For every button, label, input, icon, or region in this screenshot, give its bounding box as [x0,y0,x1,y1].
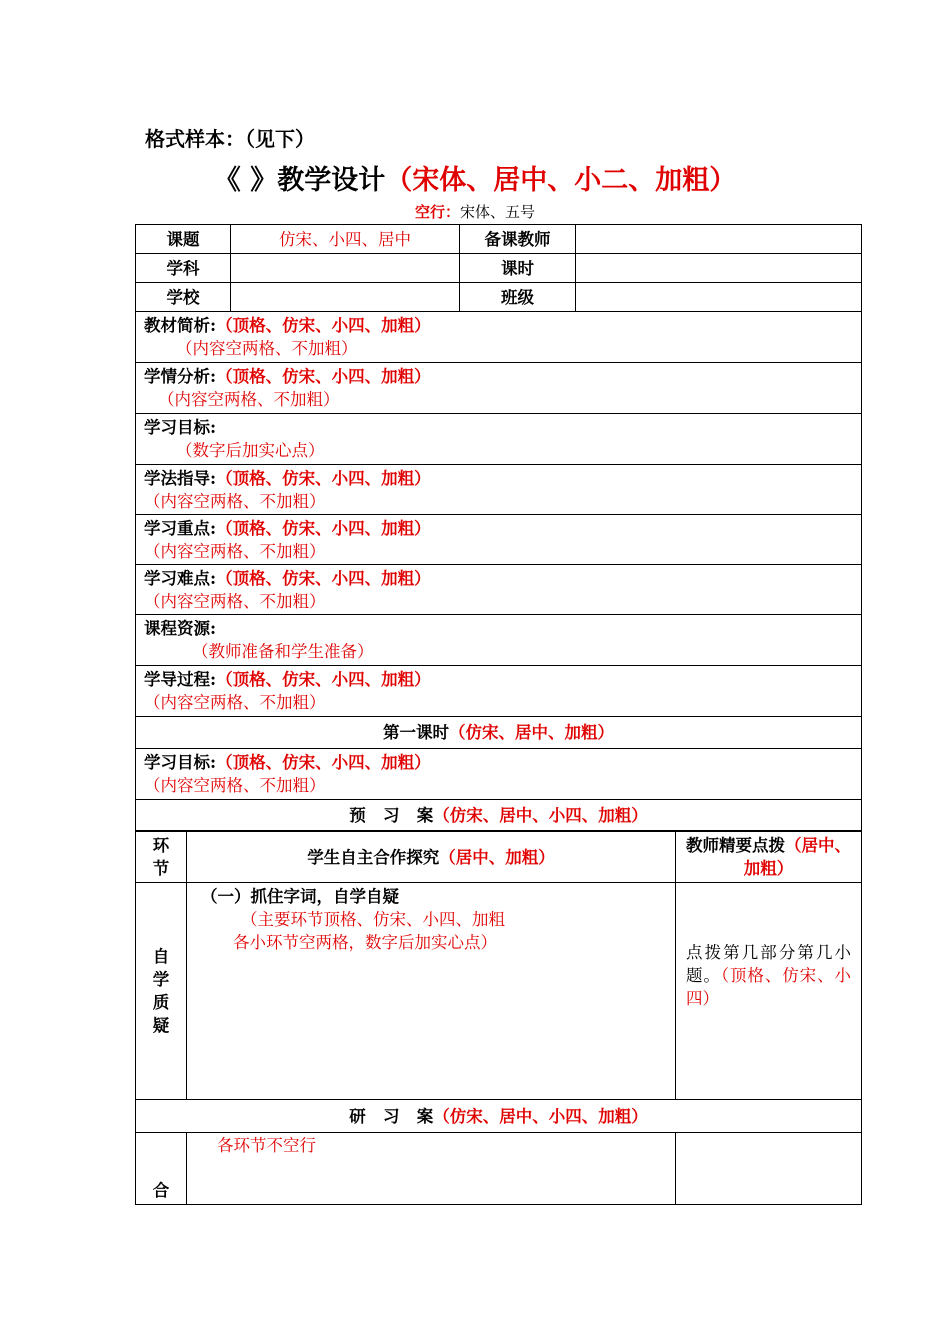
section-format: （顶格、仿宋、小四、加粗） [216,367,431,386]
teacher-tip-text: 点拨第几部分第几小题。 [686,942,851,985]
section-content: （教师准备和学生准备） [192,642,374,661]
stage-column-header: 环节 [136,832,187,883]
sample-label: 格式样本：（见下） [145,127,315,151]
teacher-label: 备课教师 [460,225,576,254]
period-goal-format: （顶格、仿宋、小四、加粗） [216,753,431,772]
period-goal-label: 学习目标: [144,753,217,772]
first-period-format: （仿宋、居中、加粗） [449,723,614,742]
research-heading [136,1100,862,1133]
activity-table [135,831,862,1205]
section-3[interactable] [136,465,862,515]
section-label: 学情分析: [144,367,217,386]
self-study-content[interactable] [187,883,676,1100]
research-format: （仿宋、居中、小四、加粗） [433,1106,648,1126]
self-study-stage: 自学质疑 [136,883,187,1100]
topic-label: 课题 [136,225,231,254]
section-7[interactable] [136,666,862,717]
cooperate-teacher[interactable] [676,1133,862,1205]
period-goal[interactable] [136,749,862,800]
teacher-header-label: 教师精要点拨 [686,836,785,855]
cooperate-content[interactable]: 各环节不空行 [187,1133,676,1205]
section-6[interactable] [136,615,862,666]
subject-label: 学科 [136,254,231,283]
title-format-note: （宋体、居中、小二、加粗） [385,165,737,196]
section-5[interactable] [136,565,862,615]
period-goal-content: （内容空两格、不加粗） [144,776,326,795]
section-4[interactable] [136,515,862,565]
blank-line-value: 宋体、五号 [460,203,536,221]
section-content: （内容空两格、不加粗） [176,339,358,358]
teacher-value[interactable] [576,225,862,254]
preview-format: （仿宋、居中、小四、加粗） [433,805,648,825]
step-title: （一）抓住字词，自学自疑 [201,887,399,906]
section-1[interactable] [136,363,862,414]
school-label: 学校 [136,283,231,312]
first-period-label: 第一课时 [383,723,449,742]
teacher-tip-format: （顶格、仿宋、小四） [686,965,852,1008]
blank-line-label: 空行： [414,203,460,221]
section-2[interactable] [136,414,862,465]
class-value[interactable] [576,283,862,312]
lesson-plan-table [135,224,862,831]
title-main: 《 》教学设计 [213,165,386,196]
section-label: 课程资源: [144,619,217,638]
section-content: （内容空两格、不加粗） [144,591,326,611]
section-0[interactable] [136,312,862,363]
section-label: 学习重点: [144,518,217,538]
research-label: 研 习 案 [349,1106,434,1126]
student-header-label: 学生自主合作探究 [307,847,440,867]
student-header-format: （居中、加粗） [439,847,555,867]
subject-value[interactable] [231,254,460,283]
section-content: （内容空两格、不加粗） [144,693,326,712]
first-period-heading [136,717,862,749]
section-format: （顶格、仿宋、小四、加粗） [216,468,431,488]
section-format: （顶格、仿宋、小四、加粗） [216,518,431,538]
hours-label: 课时 [460,254,576,283]
section-format: （顶格、仿宋、小四、加粗） [216,568,431,588]
school-value[interactable] [231,283,460,312]
teacher-tip[interactable] [676,883,862,1100]
section-content: （内容空两格、不加粗） [144,541,326,561]
teacher-header-format: （居中、加粗） [743,836,851,878]
hours-value[interactable] [576,254,862,283]
section-label: 学习目标: [144,418,217,437]
class-label: 班级 [460,283,576,312]
document-title [0,158,950,197]
section-label: 学导过程: [144,670,217,689]
blank-line-note [0,201,950,222]
preview-heading [136,800,862,831]
section-label: 学习难点: [144,568,217,588]
section-label: 教材简析: [144,316,217,335]
cooperate-stage: 合 [136,1133,187,1205]
section-content: （内容空两格、不加粗） [158,390,340,409]
teacher-column-header [676,832,862,883]
topic-value[interactable]: 仿宋、小四、居中 [231,225,460,254]
student-column-header [187,832,676,883]
section-format: （顶格、仿宋、小四、加粗） [216,316,431,335]
preview-label: 预 习 案 [349,805,434,825]
section-content: （数字后加实心点） [176,441,325,460]
section-label: 学法指导: [144,468,217,488]
section-content: （内容空两格、不加粗） [144,491,326,511]
section-format: （顶格、仿宋、小四、加粗） [216,670,431,689]
step-note-1: （主要环节顶格、仿宋、小四、加粗 [241,910,505,929]
step-note-2: 各小环节空两格，数字后加实心点） [233,933,497,952]
